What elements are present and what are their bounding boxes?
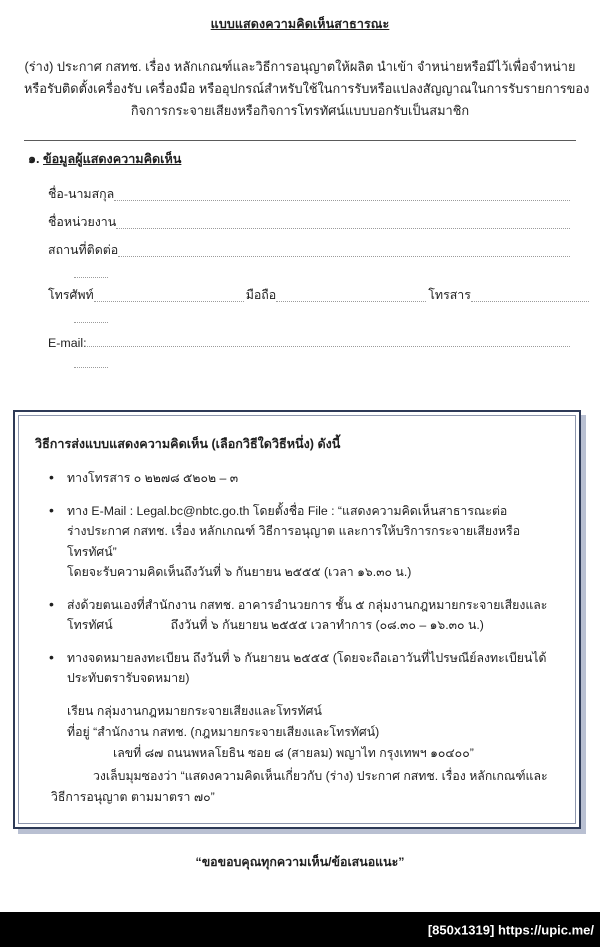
address-attention-line: เรียน กลุ่มงานกฎหมายกระจายเสียงและโทรทัศน์ (67, 703, 322, 718)
method-in-person-line-1: • ส่งด้วยตนเองที่สำนักงาน กสทช. อาคารอำนวยการ ชั้น ๕ กลุ่มงานกฎหมายกระจายเสียงและ (67, 597, 548, 612)
email-continuation-row (48, 351, 570, 368)
subtitle-line-1: (ร่าง) ประกาศ กสทช. เรื่อง หลักเกณฑ์และวิธีการอนุญาตให้ผลิต นำเข้า จำหน่ายหรือมีไว้เพื่อจำหน่าย (24, 59, 576, 74)
field-row-email (48, 323, 570, 351)
address-continuation-row (48, 261, 570, 278)
method-in-person-line-2-tail: ถึงวันที่ ๖ กันยายน ๒๕๕๕ เวลาทำการ (๐๘.๓๐ – ๑๖.๓๐ น.) (170, 618, 484, 632)
name-input[interactable] (114, 199, 570, 201)
phone-continuation-input[interactable] (74, 310, 108, 323)
phone-field-label: โทรศัพท์ (48, 288, 94, 302)
section-1-number: ๑. (28, 152, 40, 166)
email-field-label: E-mail: (48, 336, 87, 350)
method-item-registered-mail (27, 648, 567, 689)
organization-field-label: ชื่อหน่วยงาน (48, 215, 117, 229)
method-email-line-2: ร่างประกาศ กสทช. เรื่อง หลักเกณฑ์ วิธีการอนุญาต และการให้บริการกระจายเสียงหรือโทรทัศน์” (67, 524, 521, 559)
box-outer-border (13, 410, 581, 829)
fax-input[interactable] (471, 300, 589, 302)
envelope-note-line-1: วงเล็บมุมซองว่า “แสดงความคิดเห็นเกี่ยวกับ (ร่าง) ประกาศ กสทช. เรื่อง หลักเกณฑ์และ (93, 768, 548, 783)
phone-continuation-row (48, 306, 570, 323)
mailing-address-block (27, 701, 567, 808)
name-field-label: ชื่อ-นามสกุล (48, 187, 115, 201)
method-item-email (27, 501, 567, 583)
methods-list (27, 468, 567, 689)
mobile-input[interactable] (276, 300, 426, 302)
address-continuation-input[interactable] (74, 265, 108, 278)
method-fax-line-1: • ทางโทรสาร ๐ ๒๒๗๘ ๕๒๐๒ – ๓ (67, 471, 239, 485)
method-email-line-1: • ทาง E-Mail : Legal.bc@nbtc.go.th โดยตั้งชื่อ File : “แสดงความคิดเห็นสาธารณะต่อ (67, 503, 508, 518)
submission-methods-box (13, 410, 587, 835)
watermark-text: [850x1319] https://upic.me/ (427, 922, 594, 937)
method-in-person-line-2-head: โทรทัศน์ (67, 618, 113, 632)
method-item-fax (27, 468, 567, 489)
address-street-line: เลขที่ ๘๗ ถนนพหลโยธิน ซอย ๘ (สายลม) พญาไท กรุงเทพฯ ๑๐๔๐๐” (113, 745, 474, 760)
watermark-bar (0, 912, 600, 947)
field-row-organization (48, 205, 570, 233)
field-row-name (48, 177, 570, 205)
header-divider (24, 140, 576, 141)
envelope-note-line-2: วิธีการอนุญาต ตามมาตรา ๗๐” (51, 789, 215, 804)
subtitle-line-3: กิจการกระจายเสียงหรือกิจการโทรทัศน์แบบบอกรับเป็นสมาชิก (130, 103, 470, 118)
field-row-address (48, 233, 570, 261)
section-1-label: ข้อมูลผู้แสดงความคิดเห็น (43, 152, 182, 166)
thank-you-note: “ขอขอบคุณทุกความเห็น/ข้อเสนอแนะ” (195, 855, 405, 869)
subtitle-line-2: หรือรับติดตั้งเครื่องรับ เครื่องมือ หรืออุปกรณ์สำหรับใช้ในการรับหรือแปลงสัญญาณในการรับรายการของ (24, 81, 590, 96)
method-registered-mail-line-1: • ทางจดหมายลงทะเบียน ถึงวันที่ ๖ กันยายน ๒๕๕๕ (โดยจะถือเอาวันที่ไปรษณีย์ลงทะเบียนได้ (67, 650, 547, 665)
fax-field-label: โทรสาร (428, 288, 471, 302)
document-subtitle (24, 56, 590, 122)
box-content (27, 424, 567, 817)
mobile-field-label: มือถือ (245, 288, 277, 302)
respondent-info-fields (0, 177, 600, 368)
method-registered-mail-line-2: ประทับตรารับจดหมาย) (67, 671, 190, 685)
address-field-label: สถานที่ติดต่อ (48, 243, 119, 257)
organization-input[interactable] (116, 227, 570, 229)
method-email-line-3: โดยจะรับความคิดเห็นถึงวันที่ ๖ กันยายน ๒๕๕๕ (เวลา ๑๖.๓๐ น.) (67, 565, 412, 579)
box-title: วิธีการส่งแบบแสดงความคิดเห็น (เลือกวิธีใดวิธีหนึ่ง) ดังนี้ (35, 437, 341, 451)
method-item-in-person (27, 595, 567, 636)
section-1-heading (28, 149, 600, 169)
method-in-person-line-2 (67, 615, 567, 636)
address-office-line: ที่อยู่ “สำนักงาน กสทช. (กฎหมายกระจายเสียงและโทรทัศน์) (67, 724, 380, 739)
page-title: แบบแสดงความคิดเห็นสาธารณะ (210, 17, 390, 31)
field-row-phone (48, 278, 570, 306)
email-input[interactable] (87, 345, 570, 347)
phone-input[interactable] (94, 300, 244, 302)
email-continuation-input[interactable] (74, 355, 108, 368)
address-input[interactable] (118, 255, 570, 257)
